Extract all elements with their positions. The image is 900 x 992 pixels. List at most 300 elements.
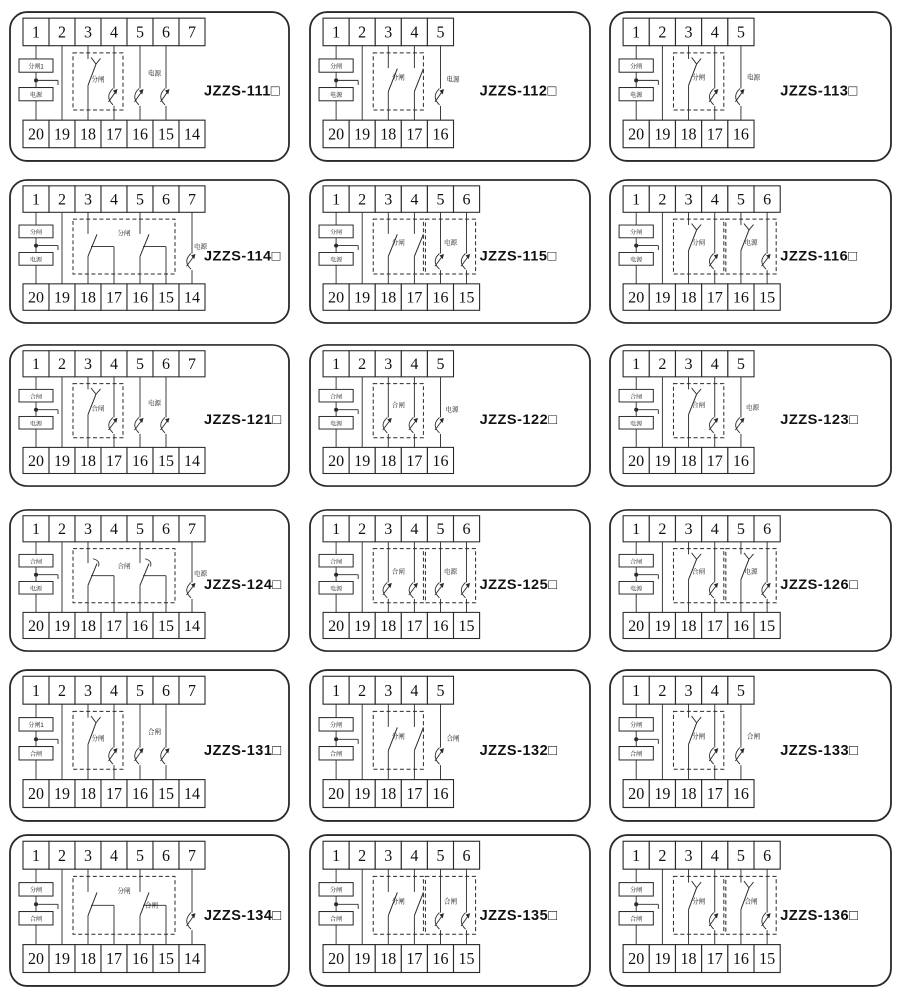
terminal-bottom-number: 19: [654, 125, 671, 144]
coil-box-label: 电源: [330, 257, 343, 264]
coil-box-label: 分闸: [630, 722, 643, 730]
terminal-top-number: 1: [31, 191, 41, 209]
terminal-top-number: 2: [658, 521, 667, 539]
power-output-symbol: [762, 913, 771, 930]
group-label: 分闸: [117, 887, 131, 895]
terminal-bottom-number: 20: [28, 785, 44, 804]
wiring-lines: [636, 869, 767, 944]
wiring-lines: [636, 704, 741, 779]
terminal-bottom-number: 15: [458, 949, 475, 969]
model-label: JZZS-131□: [204, 742, 282, 759]
function-label: 电源: [194, 570, 207, 578]
group-label: 分闸: [91, 76, 105, 84]
terminal-bottom-number: 19: [654, 289, 671, 307]
group-label: 合闸: [443, 898, 458, 906]
model-label: JZZS-134□: [204, 907, 282, 924]
model-label: JZZS-123□: [780, 412, 859, 429]
terminal-top-number: 3: [384, 845, 393, 865]
terminal-bottom-number: 19: [354, 949, 371, 969]
terminal-top-number: 2: [58, 681, 66, 700]
wiring-lines: [336, 869, 466, 944]
terminal-bottom-number: 19: [354, 784, 371, 804]
terminal-top-number: 3: [684, 845, 693, 865]
coil-box-label: 电源: [30, 92, 42, 100]
group-label: 电源: [744, 568, 758, 576]
model-label: JZZS-121□: [204, 412, 282, 429]
panel-jzzs-121: [8, 343, 291, 488]
terminal-bottom-number: 20: [328, 453, 345, 470]
terminal-top-number: 3: [384, 24, 393, 42]
terminal-bottom-number: 15: [158, 617, 174, 635]
terminal-top-number: 4: [110, 356, 118, 374]
relay-group-box: [373, 876, 423, 934]
terminal-top-number: 2: [58, 521, 66, 539]
terminal-bottom-number: 15: [458, 618, 475, 635]
terminal-top-number: 5: [436, 24, 445, 42]
terminal-bottom-number: 16: [432, 453, 449, 470]
terminal-top-number: 6: [462, 521, 471, 539]
terminal-top-number: 3: [84, 356, 92, 374]
power-output-symbol: [435, 748, 444, 765]
terminal-top-number: 1: [632, 23, 641, 42]
terminal-top-number: 3: [684, 356, 693, 374]
terminal-top-number: 6: [161, 191, 171, 209]
coil-box-label: 合闸: [330, 916, 343, 924]
terminal-bottom-number: 17: [406, 784, 423, 804]
panel-jzzs-111: [8, 10, 291, 163]
wiring-lines: [336, 704, 440, 779]
terminal-top-number: 3: [384, 521, 393, 539]
terminal-top-number: 4: [710, 191, 719, 209]
group-label: 合闸: [744, 898, 758, 906]
terminal-bottom-number: 15: [158, 950, 174, 969]
terminal-bottom-number: 17: [706, 949, 723, 969]
coil-box-label: 电源: [30, 421, 42, 428]
terminal-top-number: 4: [410, 521, 419, 539]
coil-box-label: 电源: [630, 91, 643, 100]
terminal-top-number: 3: [384, 680, 393, 700]
terminal-top-number: 1: [632, 521, 641, 539]
function-label: 合闸: [446, 735, 460, 743]
terminal-bottom-number: 19: [54, 289, 70, 307]
terminal-top-number: 3: [384, 191, 393, 209]
terminal-top-number: 2: [58, 24, 66, 42]
power-output-symbol: [435, 582, 444, 597]
terminal-bottom-number: 20: [28, 452, 44, 470]
terminal-bottom-number: 20: [28, 289, 44, 307]
terminal-bottom-number: 19: [354, 618, 371, 635]
power-output-symbol: [461, 253, 470, 269]
wiring-lines: [36, 869, 192, 944]
wiring-lines: [636, 212, 767, 284]
terminal-bottom-number: 18: [380, 784, 397, 804]
terminal-top-number: 6: [162, 846, 170, 865]
model-label: JZZS-126□: [780, 577, 859, 594]
power-output-symbol: [735, 748, 744, 765]
terminal-bottom-number: 20: [628, 125, 645, 144]
terminal-bottom-number: 20: [28, 617, 44, 635]
terminal-bottom-number: 14: [184, 126, 200, 144]
power-output-symbol: [435, 89, 444, 105]
terminal-top-number: 5: [436, 356, 445, 374]
terminal-top-number: 1: [332, 191, 341, 209]
coil-box-label: 合闸: [630, 916, 643, 924]
terminal-top-number: 5: [736, 680, 745, 700]
contact-symbol: [88, 564, 97, 586]
terminal-bottom-number: 20: [328, 289, 345, 307]
terminal-top-number: 3: [384, 356, 393, 374]
power-output-symbol: [135, 417, 144, 432]
coil-box-label: 合闸: [330, 559, 343, 566]
terminal-top-number: 4: [410, 680, 419, 700]
terminal-bottom-number: 20: [328, 618, 345, 635]
group-label: 分闸: [117, 229, 131, 237]
power-output-symbol: [161, 417, 170, 432]
coil-box-label: 合闸: [330, 751, 343, 759]
panel-jzzs-131: [8, 668, 291, 823]
terminal-bottom-number: 15: [158, 452, 174, 470]
group-label: 分闸: [692, 74, 706, 82]
terminal-bottom-number: 20: [628, 618, 645, 635]
power-output-symbol: [709, 253, 718, 269]
terminal-bottom-number: 20: [628, 453, 645, 470]
terminal-top-number: 5: [736, 191, 745, 209]
group-label: 合闸: [91, 405, 105, 413]
panel-jzzs-133: [608, 668, 893, 823]
terminal-bottom-number: 18: [680, 453, 697, 470]
model-label: JZZS-116□: [780, 248, 858, 265]
group-label: 电源: [744, 239, 758, 247]
group-label: 合闸: [117, 563, 131, 570]
coil-box-label: 合闸: [630, 559, 643, 566]
terminal-bottom-number: 16: [732, 125, 749, 144]
terminal-bottom-number: 18: [380, 126, 397, 144]
terminal-top-number: 4: [710, 356, 719, 374]
terminal-bottom-number: 16: [132, 617, 148, 635]
terminal-top-number: 1: [332, 24, 341, 42]
power-output-symbol: [187, 253, 196, 269]
terminal-top-number: 3: [83, 191, 93, 209]
power-output-symbol: [735, 89, 744, 105]
terminal-bottom-number: 18: [680, 784, 697, 804]
terminal-bottom-number: 16: [732, 949, 749, 969]
terminal-bottom-number: 16: [432, 289, 449, 307]
terminal-bottom-number: 16: [132, 785, 148, 804]
terminal-top-number: 3: [84, 521, 92, 539]
panel-jzzs-136: [608, 833, 893, 988]
panel-jzzs-115: [308, 178, 592, 325]
terminal-bottom-number: 17: [106, 617, 122, 635]
terminal-bottom-number: 14: [184, 950, 200, 969]
terminal-top-number: 1: [332, 356, 341, 374]
panel-jzzs-112: [308, 10, 592, 163]
terminal-bottom-number: 16: [132, 452, 148, 470]
relay-group-box: [425, 876, 475, 934]
group-label: 分闸: [692, 239, 706, 247]
relay-group-box: [373, 384, 423, 438]
power-output-symbol: [187, 582, 196, 597]
terminal-top-number: 7: [188, 356, 196, 374]
terminal-top-number: 5: [736, 845, 745, 865]
coil-box-label: 分闸: [630, 887, 643, 895]
terminal-top-number: 6: [162, 356, 170, 374]
terminal-top-number: 1: [32, 24, 40, 42]
terminal-top-number: 3: [684, 521, 693, 539]
group-label: 分闸: [391, 239, 405, 247]
power-output-symbol: [735, 417, 744, 432]
panel-jzzs-123: [608, 343, 893, 488]
terminal-bottom-number: 17: [406, 453, 423, 470]
terminal-top-number: 2: [658, 680, 667, 700]
terminal-top-number: 1: [632, 845, 641, 865]
terminal-top-number: 4: [410, 191, 419, 209]
terminal-bottom-number: 19: [54, 785, 70, 804]
terminal-bottom-number: 20: [328, 949, 345, 969]
terminal-bottom-number: 18: [80, 785, 96, 804]
terminal-bottom-number: 20: [28, 126, 44, 144]
model-label: JZZS-124□: [204, 577, 282, 594]
terminal-top-number: 1: [32, 681, 40, 700]
terminal-bottom-number: 17: [406, 126, 423, 144]
terminal-top-number: 3: [84, 846, 92, 865]
power-output-symbol: [709, 582, 718, 597]
model-label: JZZS-136□: [780, 907, 859, 924]
terminal-top-number: 5: [736, 356, 745, 374]
terminal-top-number: 6: [462, 845, 471, 865]
terminal-top-number: 1: [632, 191, 641, 209]
model-label: JZZS-135□: [479, 907, 558, 924]
terminal-bottom-number: 15: [759, 618, 776, 635]
terminal-top-number: 2: [658, 191, 667, 209]
terminal-bottom-number: 19: [654, 784, 671, 804]
terminal-bottom-number: 20: [628, 949, 645, 969]
terminal-top-number: 1: [632, 680, 641, 700]
panel-jzzs-134: [8, 833, 291, 988]
terminal-top-number: 5: [436, 680, 445, 700]
terminal-bottom-number: 16: [732, 453, 749, 470]
model-label: JZZS-122□: [479, 412, 558, 429]
function-label: 电源: [746, 74, 761, 82]
terminal-top-number: 7: [188, 846, 196, 865]
terminal-top-number: 2: [58, 846, 66, 865]
terminal-bottom-number: 16: [732, 784, 749, 804]
power-output-symbol: [409, 417, 418, 432]
terminal-bottom-number: 14: [184, 289, 200, 307]
terminal-top-number: 4: [110, 521, 118, 539]
terminal-bottom-number: 17: [706, 618, 723, 635]
wiring-lines: [636, 377, 741, 448]
power-output-symbol: [435, 253, 444, 269]
terminal-top-number: 2: [358, 191, 367, 209]
terminal-top-number: 5: [436, 191, 445, 209]
terminal-bottom-number: 17: [706, 289, 723, 307]
terminal-top-number: 2: [358, 680, 367, 700]
coil-box-label: 分闸: [29, 230, 43, 237]
terminal-top-number: 1: [332, 521, 341, 539]
contact-symbol: [414, 727, 423, 750]
coil-box-label: 分闸: [330, 230, 343, 237]
terminal-top-number: 5: [436, 521, 445, 539]
function-label: 电源: [148, 70, 161, 78]
power-output-symbol: [709, 417, 718, 432]
terminal-bottom-number: 19: [354, 289, 371, 307]
power-output-symbol: [461, 582, 470, 597]
contact-symbol: [88, 892, 97, 915]
terminal-bottom-number: 15: [158, 289, 174, 307]
model-label: JZZS-132□: [479, 742, 558, 759]
function-label: 电源: [148, 399, 161, 407]
terminal-top-number: 1: [32, 356, 40, 374]
power-output-symbol: [187, 913, 196, 930]
terminal-top-number: 6: [763, 521, 772, 539]
terminal-top-number: 5: [736, 521, 745, 539]
terminal-bottom-number: 19: [654, 618, 671, 635]
terminal-top-number: 3: [684, 23, 693, 42]
group-label: 分闸: [692, 733, 706, 741]
terminal-bottom-number: 14: [184, 452, 200, 470]
terminal-top-number: 2: [358, 24, 367, 42]
terminal-top-number: 3: [684, 680, 693, 700]
coil-box-label: 电源: [630, 421, 643, 428]
terminal-bottom-number: 14: [184, 617, 200, 635]
coil-box-label: 分闸1: [28, 722, 44, 730]
terminal-top-number: 6: [162, 24, 170, 42]
function-label: 合闸: [148, 729, 161, 737]
terminal-top-number: 5: [136, 846, 144, 865]
power-output-symbol: [161, 89, 170, 105]
contact-symbol: [414, 892, 423, 915]
coil-box-label: 分闸: [330, 64, 343, 71]
terminal-bottom-number: 17: [106, 289, 122, 307]
group-label: 分闸: [391, 733, 405, 741]
power-output-symbol: [435, 913, 444, 930]
terminal-top-number: 7: [187, 191, 197, 209]
panel-jzzs-125: [308, 508, 592, 653]
group-label: 分闸: [692, 898, 706, 906]
terminal-top-number: 4: [710, 23, 719, 42]
terminal-top-number: 7: [188, 681, 196, 700]
terminal-top-number: 5: [136, 24, 144, 42]
terminal-bottom-number: 17: [106, 785, 122, 804]
power-output-symbol: [709, 913, 718, 930]
function-label: 电源: [445, 406, 459, 414]
group-label: 分闸: [391, 898, 405, 906]
power-output-symbol: [435, 417, 444, 432]
relay-group-box: [373, 53, 423, 110]
terminal-bottom-number: 15: [158, 785, 174, 804]
power-output-symbol: [709, 748, 718, 765]
terminal-top-number: 1: [32, 521, 40, 539]
terminal-bottom-number: 18: [380, 618, 397, 635]
terminal-top-number: 4: [110, 681, 118, 700]
terminal-bottom-number: 17: [406, 949, 423, 969]
terminal-top-number: 7: [188, 521, 196, 539]
terminal-bottom-number: 19: [354, 453, 371, 470]
group-label: 分闸: [391, 74, 405, 82]
terminal-bottom-number: 20: [28, 950, 44, 969]
terminal-top-number: 4: [710, 845, 719, 865]
panel-jzzs-126: [608, 508, 893, 653]
coil-box-label: 电源: [630, 586, 643, 593]
terminal-bottom-number: 19: [654, 453, 671, 470]
power-output-symbol: [135, 89, 144, 105]
terminal-bottom-number: 16: [132, 950, 148, 969]
terminal-bottom-number: 18: [80, 289, 96, 307]
terminal-top-number: 1: [332, 680, 341, 700]
terminal-bottom-number: 18: [680, 125, 697, 144]
terminal-bottom-number: 17: [106, 950, 122, 969]
terminal-top-number: 2: [658, 23, 667, 42]
contact-symbol: [140, 234, 149, 256]
coil-box-label: 电源: [30, 586, 42, 593]
model-label: JZZS-115□: [479, 248, 557, 265]
terminal-bottom-number: 17: [706, 453, 723, 470]
terminal-top-number: 1: [632, 356, 641, 374]
group-label: 电源: [443, 568, 458, 576]
power-output-symbol: [461, 913, 470, 930]
panel-jzzs-113: [608, 10, 893, 163]
coil-box-label: 合闸: [30, 751, 42, 759]
terminal-top-number: 6: [462, 191, 471, 209]
power-output-symbol: [383, 582, 392, 597]
terminal-bottom-number: 16: [732, 618, 749, 635]
terminal-top-number: 4: [109, 191, 119, 209]
terminal-top-number: 2: [658, 845, 667, 865]
terminal-top-number: 6: [763, 845, 772, 865]
group-label: 合闸: [391, 401, 405, 409]
contact-symbol: [88, 234, 97, 256]
coil-box-label: 电源: [630, 257, 643, 264]
group-label: 分闸: [91, 735, 105, 743]
terminal-top-number: 5: [136, 356, 144, 374]
terminal-bottom-number: 19: [354, 126, 371, 144]
terminal-top-number: 4: [710, 521, 719, 539]
terminal-bottom-number: 15: [759, 949, 776, 969]
terminal-bottom-number: 18: [680, 618, 697, 635]
coil-box-label: 电源: [330, 92, 343, 100]
contact-symbol: [140, 564, 149, 586]
coil-box-label: 合闸: [30, 559, 42, 566]
terminal-top-number: 6: [763, 191, 772, 209]
model-label: JZZS-111□: [204, 83, 281, 100]
terminal-top-number: 5: [136, 521, 144, 539]
terminal-top-number: 2: [658, 356, 667, 374]
terminal-top-number: 4: [410, 356, 419, 374]
model-label: JZZS-114□: [204, 248, 281, 265]
terminal-top-number: 5: [135, 191, 145, 209]
model-label: JZZS-133□: [780, 742, 859, 759]
coil-box-label: 合闸: [30, 394, 42, 401]
power-output-symbol: [109, 89, 118, 105]
panel-jzzs-124: [8, 508, 291, 653]
terminal-top-number: 1: [32, 846, 40, 865]
function-label: 合闸: [746, 733, 761, 741]
terminal-bottom-number: 20: [328, 126, 345, 144]
terminal-bottom-number: 17: [106, 126, 122, 144]
power-output-symbol: [762, 582, 771, 597]
panel-jzzs-132: [308, 668, 592, 823]
wiring-lines: [36, 212, 192, 284]
terminal-bottom-number: 18: [380, 289, 397, 307]
terminal-bottom-number: 16: [432, 949, 449, 969]
relay-group-box: [373, 711, 423, 769]
power-output-symbol: [161, 748, 170, 765]
terminal-bottom-number: 15: [458, 289, 475, 307]
terminal-top-number: 2: [57, 191, 67, 209]
coil-box-label: 合闸: [30, 916, 42, 924]
terminal-bottom-number: 19: [54, 950, 70, 969]
terminal-bottom-number: 15: [759, 289, 776, 307]
